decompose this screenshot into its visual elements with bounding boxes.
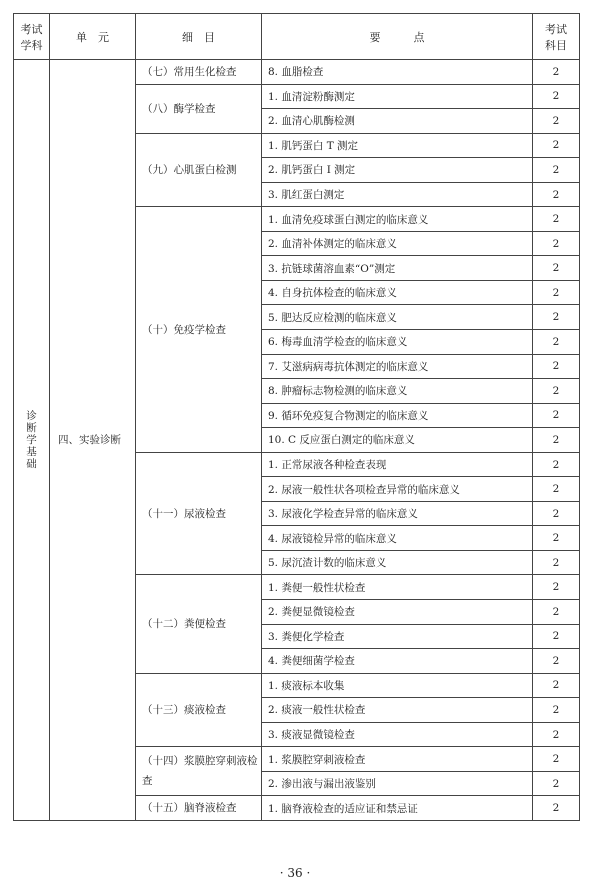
score-cell: 2 — [533, 698, 580, 723]
point-cell: 1. 脑脊液检查的适应证和禁忌证 — [262, 796, 533, 821]
point-cell: 1. 痰液标本收集 — [262, 673, 533, 698]
point-cell: 1. 粪便一般性状检查 — [262, 575, 533, 600]
point-cell: 2. 渗出液与漏出液鉴别 — [262, 771, 533, 796]
table-header-row — [14, 14, 580, 60]
header-subject: 考试 学科 — [14, 14, 50, 60]
score-cell: 2 — [533, 84, 580, 109]
point-cell: 4. 自身抗体检查的临床意义 — [262, 280, 533, 305]
header-unit: 单 元 — [50, 14, 136, 60]
point-cell: 1. 血清免疫球蛋白测定的临床意义 — [262, 207, 533, 232]
score-cell: 2 — [533, 771, 580, 796]
point-cell: 2. 血清补体测定的临床意义 — [262, 231, 533, 256]
score-cell: 2 — [533, 182, 580, 207]
point-cell: 4. 粪便细菌学检查 — [262, 649, 533, 674]
point-cell: 8. 肿瘤标志物检测的临床意义 — [262, 379, 533, 404]
score-cell: 2 — [533, 379, 580, 404]
score-cell: 2 — [533, 133, 580, 158]
point-cell: 8. 血脂检查 — [262, 60, 533, 85]
point-cell: 1. 浆膜腔穿刺液检查 — [262, 747, 533, 772]
score-cell: 2 — [533, 796, 580, 821]
point-cell: 3. 抗链球菌溶血素“O”测定 — [262, 256, 533, 281]
item-cell: （七）常用生化检查 — [136, 60, 262, 85]
point-cell: 5. 肥达反应检测的临床意义 — [262, 305, 533, 330]
score-cell: 2 — [533, 109, 580, 134]
score-cell: 2 — [533, 256, 580, 281]
score-cell: 2 — [533, 231, 580, 256]
table-body — [14, 60, 580, 821]
score-cell: 2 — [533, 501, 580, 526]
point-cell: 1. 肌钙蛋白 T 测定 — [262, 133, 533, 158]
score-cell: 2 — [533, 280, 580, 305]
point-cell: 3. 尿液化学检查异常的临床意义 — [262, 501, 533, 526]
point-cell: 4. 尿液镜检异常的临床意义 — [262, 526, 533, 551]
score-cell: 2 — [533, 158, 580, 183]
score-cell: 2 — [533, 452, 580, 477]
score-cell: 2 — [533, 60, 580, 85]
point-cell: 1. 正常尿液各种检查表现 — [262, 452, 533, 477]
item-cell: （八）酶学检查 — [136, 84, 262, 133]
point-cell: 2. 痰液一般性状检查 — [262, 698, 533, 723]
score-cell: 2 — [533, 477, 580, 502]
point-cell: 2. 粪便显微镜检查 — [262, 600, 533, 625]
point-cell: 5. 尿沉渣计数的临床意义 — [262, 550, 533, 575]
score-cell: 2 — [533, 403, 580, 428]
item-cell: （十二）粪便检查 — [136, 575, 262, 673]
item-cell: （十五）脑脊液检查 — [136, 796, 262, 821]
unit-cell: 四、实验诊断 — [50, 60, 136, 821]
item-cell: （十一）尿液检查 — [136, 452, 262, 575]
point-cell: 6. 梅毒血清学检查的临床意义 — [262, 330, 533, 355]
score-cell: 2 — [533, 330, 580, 355]
item-cell: （九）心肌蛋白检测 — [136, 133, 262, 207]
point-cell: 2. 肌钙蛋白 I 测定 — [262, 158, 533, 183]
score-cell: 2 — [533, 600, 580, 625]
point-cell: 7. 艾滋病病毒抗体测定的临床意义 — [262, 354, 533, 379]
subject-cell: 诊断学基础 — [14, 60, 50, 821]
table-row — [14, 60, 580, 85]
score-cell: 2 — [533, 305, 580, 330]
score-cell: 2 — [533, 649, 580, 674]
page-number: · 36 · — [279, 866, 311, 880]
score-cell: 2 — [533, 207, 580, 232]
header-point: 要 点 — [262, 14, 533, 60]
score-cell: 2 — [533, 747, 580, 772]
score-cell: 2 — [533, 722, 580, 747]
header-item: 细 目 — [136, 14, 262, 60]
score-cell: 2 — [533, 526, 580, 551]
score-cell: 2 — [533, 428, 580, 453]
score-cell: 2 — [533, 354, 580, 379]
point-cell: 2. 血清心肌酶检测 — [262, 109, 533, 134]
item-cell: （十三）痰液检查 — [136, 673, 262, 747]
score-cell: 2 — [533, 673, 580, 698]
point-cell: 2. 尿液一般性状各项检查异常的临床意义 — [262, 477, 533, 502]
header-score: 考试 科目 — [533, 14, 580, 60]
point-cell: 10. C 反应蛋白测定的临床意义 — [262, 428, 533, 453]
point-cell: 3. 痰液显微镜检查 — [262, 722, 533, 747]
item-cell: （十）免疫学检查 — [136, 207, 262, 452]
item-cell: （十四）浆膜腔穿刺液检查 — [136, 747, 262, 796]
score-cell: 2 — [533, 550, 580, 575]
exam-outline-table — [13, 13, 580, 821]
score-cell: 2 — [533, 575, 580, 600]
point-cell: 1. 血清淀粉酶测定 — [262, 84, 533, 109]
point-cell: 3. 粪便化学检查 — [262, 624, 533, 649]
point-cell: 3. 肌红蛋白测定 — [262, 182, 533, 207]
point-cell: 9. 循环免疫复合物测定的临床意义 — [262, 403, 533, 428]
score-cell: 2 — [533, 624, 580, 649]
